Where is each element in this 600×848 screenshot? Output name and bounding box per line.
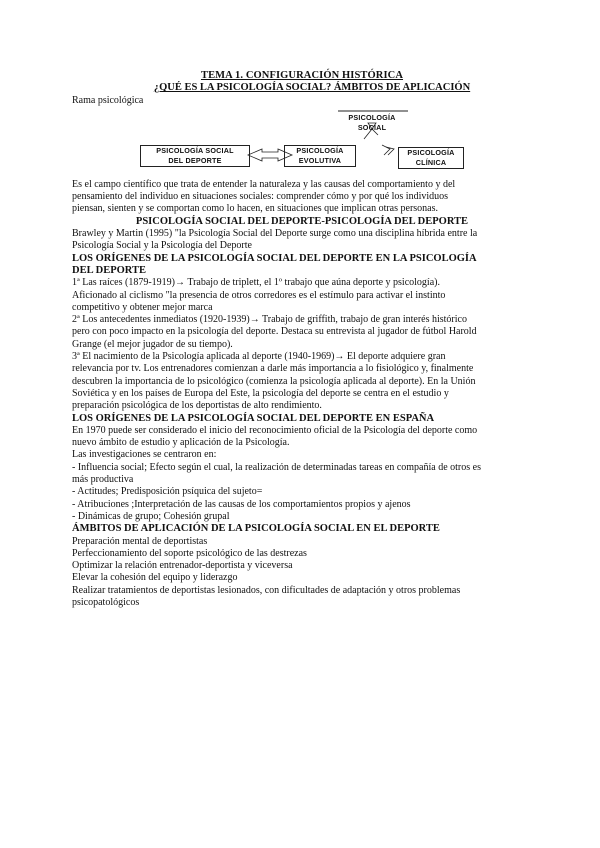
origins-heading bbox=[72, 253, 532, 278]
brawley-line: Brawley y Martin (1995) "la Psicología Social del Deporte surge como una disciplina híbrida entre la bbox=[72, 228, 478, 240]
definition-line: piensan, sienten y se comportan como lo hacen, en situaciones que implican otras personas. bbox=[72, 203, 439, 215]
box-sport-psychology bbox=[140, 145, 250, 167]
definition-paragraph bbox=[72, 179, 532, 216]
definition-line: pensamiento del individuo en situaciones sociales: comprender cómo y por qué los individuos bbox=[72, 191, 449, 203]
spain-line: - Influencia social; Efecto según el cual, la realización de determinadas tareas en compañía de otros es bbox=[72, 461, 481, 473]
spain-line: Las investigaciones se centraron en: bbox=[72, 449, 217, 461]
document-page bbox=[72, 70, 532, 609]
box-clinical-line2: CLÍNICA bbox=[415, 157, 447, 167]
box-social-line2: SOCIAL bbox=[357, 122, 387, 132]
origins-paragraph bbox=[72, 277, 532, 412]
scope-heading: ÁMBITOS DE APLICACIÓN DE LA PSICOLOGÍA SOCIAL EN EL DEPORTE bbox=[72, 523, 440, 535]
box-sport-line2: DEL DEPORTE bbox=[168, 155, 222, 165]
brawley-paragraph bbox=[72, 228, 532, 253]
scope-item: Realizar tratamientos de deportistas lesionados, con dificultades de adaptación y otros problemas bbox=[72, 584, 461, 596]
document-title: TEMA 1. CONFIGURACIÓN HISTÓRICA bbox=[200, 70, 404, 81]
box-social-psychology bbox=[334, 113, 410, 133]
origins-line: 2ª Los antecedentes inmediatos (1920-1939)→ Trabajo de griffith, trabajo de gran interés histórico bbox=[72, 314, 467, 326]
document-subtitle: ¿QUÉ ES LA PSICOLOGÍA SOCIAL? ÁMBITOS DE APLICACIÓN bbox=[153, 82, 471, 94]
origins-line: Soviética y en los países de Europa del Este, la psicología del deporte se centra en el estudio y bbox=[72, 387, 449, 399]
box-social-line1: PSICOLOGÍA bbox=[348, 112, 396, 122]
spain-heading: LOS ORÍGENES DE LA PSICOLOGÍA SOCIAL DEL DEPORTE EN ESPAÑA bbox=[72, 412, 435, 424]
box-sport-line1: PSICOLOGÍA SOCIAL bbox=[156, 145, 234, 155]
psychology-branches-diagram bbox=[72, 109, 532, 179]
box-evolutionary-line1: PSICOLOGÍA bbox=[296, 145, 344, 155]
scope-item: Perfeccionamiento del soporte psicológico de las destrezas bbox=[72, 547, 307, 559]
box-evolutionary-line2: EVOLUTIVA bbox=[298, 155, 342, 165]
spain-paragraph bbox=[72, 425, 532, 523]
box-evolutionary-psychology bbox=[284, 145, 356, 167]
brawley-line: Psicología Social y la Psicología del Deporte bbox=[72, 240, 252, 252]
origins-line: relevancia por tv. Los entrenadores comienzan a darle más importancia a lo fisiológico y, finalmente bbox=[72, 363, 474, 375]
origins-heading-line: DEL DEPORTE bbox=[72, 264, 147, 276]
definition-line: Es el campo científico que trata de entender la naturaleza y las causas del comportamiento y del bbox=[72, 178, 456, 190]
spain-line: más productiva bbox=[72, 474, 134, 486]
scope-item: psicopatológicos bbox=[72, 596, 140, 608]
origins-heading-line: LOS ORÍGENES DE LA PSICOLOGÍA SOCIAL DEL DEPORTE EN LA PSICOLOGÍA bbox=[72, 252, 477, 264]
intro-label: Rama psicológica bbox=[72, 94, 144, 106]
origins-line: 3ª El nacimiento de la Psicología aplicada al deporte (1940-1969)→ El deporte adquiere gran bbox=[72, 351, 446, 363]
origins-line: pero con poco impacto en la psicología del deporte. Destaca su entrevista al jugador de fútbol Harold bbox=[72, 326, 477, 338]
spain-line: - Dinámicas de grupo; Cohesión grupal bbox=[72, 510, 230, 522]
spain-line: - Actitudes; Predisposición psíquica del sujeto= bbox=[72, 486, 263, 498]
box-clinical-line1: PSICOLOGÍA bbox=[407, 147, 455, 157]
scope-item: Preparación mental de deportistas bbox=[72, 535, 208, 547]
section-sport-heading: PSICOLOGÍA SOCIAL DEL DEPORTE-PSICOLOGÍA DEL DEPORTE bbox=[135, 215, 469, 227]
scope-item: Elevar la cohesión del equipo y liderazgo bbox=[72, 572, 238, 584]
origins-line: competitivo y obtener mejor marca bbox=[72, 301, 213, 313]
spain-line: - Atribuciones ;Interpretación de las causas de los comportamientos propios y ajenos bbox=[72, 498, 411, 510]
origins-line: Aficionado al ciclismo "la presencia de otros corredores es el estímulo para activar el instinto bbox=[72, 289, 446, 301]
origins-line: Grange (el mejor jugador de su tiempo). bbox=[72, 338, 233, 350]
box-clinical-psychology bbox=[398, 147, 464, 169]
scope-item: Optimizar la relación entrenador-deportista y viceversa bbox=[72, 560, 293, 572]
origins-line: descubren la importancia de lo psicológico (comienza la psicología aplicada al deporte). En la Unión bbox=[72, 375, 476, 387]
spain-line: nuevo ámbito de estudio y aplicación de la Psicología. bbox=[72, 437, 290, 449]
origins-line: preparación psicológica de los deportistas de alto rendimiento. bbox=[72, 400, 322, 412]
origins-line: 1ª Las raíces (1879-1919)→ Trabajo de triplett, el 1º trabajo que aúna deporte y psicología). bbox=[72, 277, 440, 289]
scope-list bbox=[72, 536, 532, 610]
spain-line: En 1970 puede ser considerado el inicio del reconocimiento oficial de la Psicología del deporte como bbox=[72, 424, 478, 436]
